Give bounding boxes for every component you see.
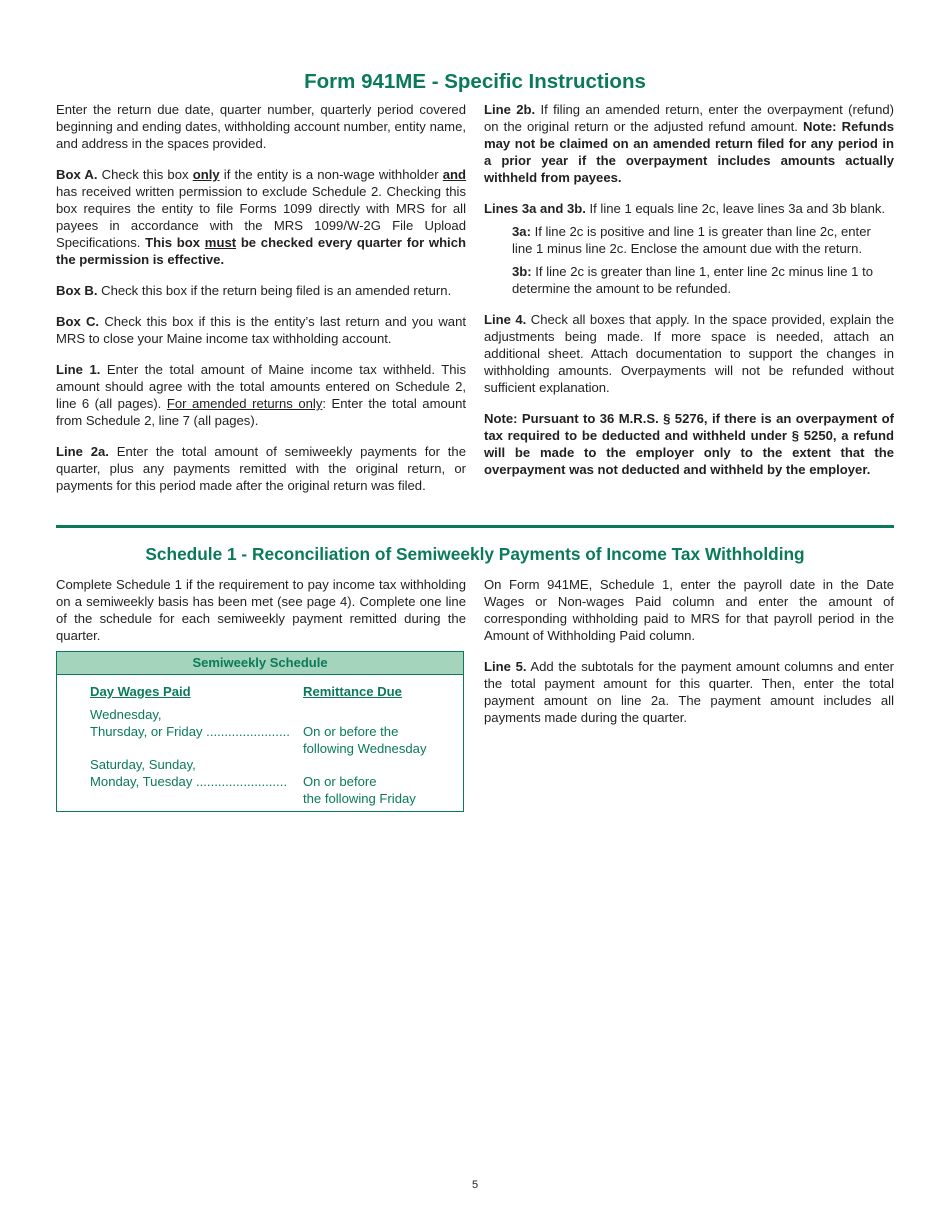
row2-due-line2: the following Friday [303, 791, 416, 806]
schedule1-right-column [484, 576, 894, 740]
box-c-label: Box C. [56, 314, 100, 329]
line4-text: Check all boxes that apply. In the space provided, explain the adjustments being made. If more space is needed, attach an additional sheet. Attach documentation to support the changes in withholding amounts. Overpayments will not be refunded without sufficient explanation. [484, 312, 894, 395]
line5-text: Add the subtotals for the payment amount columns and enter the total payment amount for this quarter. Then, enter the total payment amount on line 2a. The payment amount includes all payments made during the quarter. [484, 659, 894, 725]
page-number: 5 [471, 1179, 479, 1191]
line3a-text: If line 2c is positive and line 1 is greater than line 2c, enter line 1 minus line 2c. Enclose the amount due with the return. [512, 224, 871, 256]
schedule1-right-text: On Form 941ME, Schedule 1, enter the payroll date in the Date Wages or Non-wages Paid column and enter the amount of corresponding withholding paid to MRS for that payroll period in the Amount of Withholding Paid column. [484, 577, 894, 643]
line1-label: Line 1. [56, 362, 101, 377]
lines3-text: If line 1 equals line 2c, leave lines 3a and 3b blank. [589, 201, 886, 216]
box-c-paragraph [56, 313, 466, 347]
left-column [56, 101, 466, 508]
row1-day-line1: Wednesday, [90, 707, 162, 722]
line3b-label: 3b: [512, 264, 532, 279]
line2b-paragraph [484, 101, 894, 186]
line1-amended: For amended returns only [166, 396, 323, 411]
row2-due-line1: On or before [303, 774, 377, 789]
box-a-and: and [442, 167, 467, 182]
box-a-label: Box A. [56, 167, 98, 182]
row1-day-line2: Thursday, or Friday ....................... [90, 724, 290, 739]
semiweekly-schedule-header: Semiweekly Schedule [57, 652, 463, 675]
line1-text-2: : Enter the total amount from Schedule 2, line 7 (all pages). [56, 396, 466, 428]
line2b-note: Note: Refunds may not be claimed on an amended return filed for any period in a prior year if the overpayment includes amounts actually withheld from payees. [484, 119, 894, 185]
box-a-text-3: has received written permission to exclude Schedule 2. Checking this box requires the entity to file Forms 1099 directly with MRS for all payees in accordance with the MRS 1099/W-2G File Upload Specifications. [56, 184, 466, 250]
lines3-label: Lines 3a and 3b. [484, 201, 586, 216]
box-b-text: Check this box if the return being filed is an amended return. [101, 283, 452, 298]
semiweekly-schedule-box [56, 651, 464, 812]
line2b-text: If filing an amended return, enter the overpayment (refund) on the original return or the adjusted refund amount. [484, 102, 894, 134]
box-a-only: only [192, 167, 220, 182]
box-a-text-1: Check this box [101, 167, 189, 182]
schedule1-title: Schedule 1 - Reconciliation of Semiweekly Payments of Income Tax Withholding [145, 544, 805, 564]
line5-label: Line 5. [484, 659, 527, 674]
row1-due-line1: On or before the [303, 724, 399, 739]
line1-text-1: Enter the total amount of Maine income tax withheld. This amount should agree with the total amounts entered on Schedule 2, line 6 (all pages). [56, 362, 466, 411]
schedule1-left-column [56, 576, 466, 658]
box-c-text: Check this box if this is the entity’s last return and you want MRS to close your Maine income tax withholding account. [56, 314, 466, 346]
line5-paragraph [484, 658, 894, 726]
line3a-label: 3a: [512, 224, 531, 239]
box-a-paragraph [56, 166, 466, 268]
box-a-must: must [204, 235, 237, 250]
box-a-text-2: if the entity is a non-wage withholder [223, 167, 439, 182]
box-a-bold-2: be checked every quarter for which the permission is effective. [56, 235, 466, 267]
box-b-paragraph [56, 282, 466, 299]
row2-day-line2: Monday, Tuesday ......................... [90, 774, 287, 789]
row2-day-line1: Saturday, Sunday, [90, 757, 196, 772]
lines3-paragraph [484, 200, 894, 217]
line2a-paragraph [56, 443, 466, 494]
col-remittance-due: Remittance Due [303, 684, 402, 699]
line4-label: Line 4. [484, 312, 527, 327]
line2a-text: Enter the total amount of semiweekly payments for the quarter, plus any payments remitted with the original return, or payments for this period made after the original return was filed. [56, 444, 466, 493]
note-5276-paragraph [484, 410, 894, 478]
line3a-paragraph [484, 223, 894, 257]
box-a-bold-1: This box [145, 235, 201, 250]
row1-due-line2: following Wednesday [303, 741, 427, 756]
intro-paragraph: Enter the return due date, quarter number, quarterly period covered beginning and ending dates, withholding account number, entity name, and address in the spaces provided. [56, 102, 466, 151]
right-column [484, 101, 894, 492]
line3b-text: If line 2c is greater than line 1, enter line 2c minus line 1 to determine the amount to be refunded. [512, 264, 873, 296]
note-5276: Note: Pursuant to 36 M.R.S. § 5276, if there is an overpayment of tax required to be deducted and withheld under § 5250, a refund will be made to the employer only to the extent that the overpayment was not deducted and withheld by the employer. [484, 411, 894, 477]
section-divider [56, 525, 894, 528]
line3b-paragraph [484, 263, 894, 297]
schedule1-left-text: Complete Schedule 1 if the requirement to pay income tax withholding on a semiweekly basis has been met (see page 4). Complete one line of the schedule for each semiweekly payment remitted during the quarter. [56, 577, 466, 643]
line2a-label: Line 2a. [56, 444, 109, 459]
line2b-label: Line 2b. [484, 102, 536, 117]
box-b-label: Box B. [56, 283, 98, 298]
line1-paragraph [56, 361, 466, 429]
page-title: Form 941ME - Specific Instructions [304, 70, 646, 93]
col-day-wages-paid: Day Wages Paid [90, 684, 191, 699]
line4-paragraph [484, 311, 894, 396]
